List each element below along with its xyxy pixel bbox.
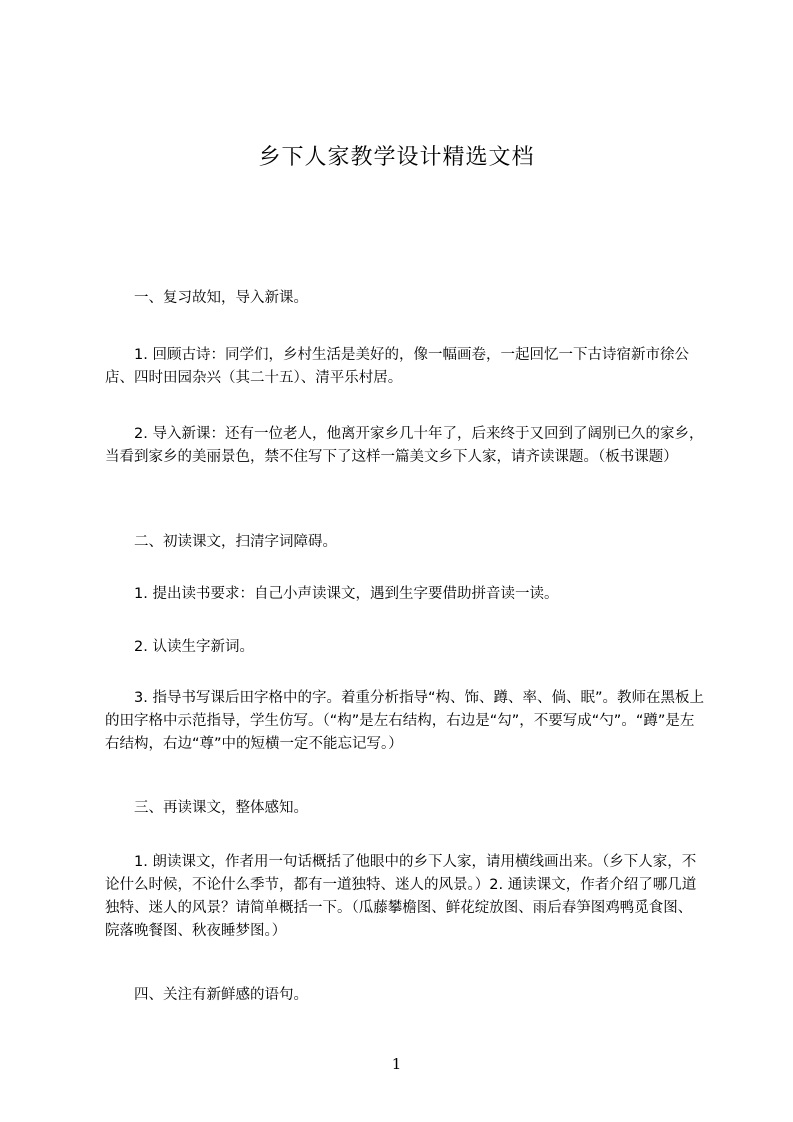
list-item — [105, 851, 705, 943]
section-heading-3 — [105, 797, 705, 820]
section-heading-2 — [105, 531, 705, 554]
section-heading-4 — [105, 984, 705, 1007]
paragraph: 1. 朗读课文，作者用一句话概括了他眼中的乡下人家，请用横线画出来。（乡下人家，不论什么时候，不论什么季节，都有一道独特、迷人的风景。）2. 通读课文，作者介绍了哪几道独特、迷人的风景？请简单概括一下。（瓜藤攀檐图、鲜花绽放图、雨后春笋图鸡鸭觅食图、院落晚餐图、秋夜睡梦图。） — [105, 854, 697, 939]
page-number: 1 — [391, 1055, 402, 1073]
paragraph: 三、再读课文，整体感知。 — [134, 800, 308, 816]
paragraph: 2. 认读生字新词。 — [134, 639, 254, 655]
list-item — [105, 636, 705, 659]
paragraph: 一、复习故知，导入新课。 — [134, 290, 308, 306]
paragraph: 四、关注有新鲜感的语句。 — [134, 987, 308, 1003]
paragraph: 1. 提出读书要求：自己小声读课文，遇到生字要借助拼音读一读。 — [134, 586, 559, 602]
section-heading-1 — [105, 287, 705, 310]
list-item — [105, 687, 705, 756]
list-item — [105, 583, 705, 606]
paragraph: 2. 导入新课：还有一位老人，他离开家乡几十年了，后来终于又回到了阔别已久的家乡，当看到家乡的美丽景色，禁不住写下了这样一篇美文乡下人家，请齐读课题。（板书课题） — [105, 426, 704, 465]
paragraph: 3. 指导书写课后田字格中的字。着重分析指导“构、饰、蹲、率、倘、眠”。教师在黑板上的田字格中示范指导，学生仿写。（“构”是左右结构，右边是“勾”，不要写成“勺”。“蹲”是左右结构，右边“尊”中的短横一定不能忘记写。） — [105, 690, 704, 752]
page-title: 乡下人家教学设计精选文档 — [258, 145, 535, 170]
paragraph: 二、初读课文，扫清字词障碍。 — [134, 534, 337, 550]
list-item — [105, 344, 705, 390]
paragraph: 1. 回顾古诗：同学们，乡村生活是美好的，像一幅画卷，一起回忆一下古诗宿新市徐公店、四时田园杂兴（其二十五）、清平乐村居。 — [105, 347, 689, 386]
list-item — [105, 423, 705, 469]
